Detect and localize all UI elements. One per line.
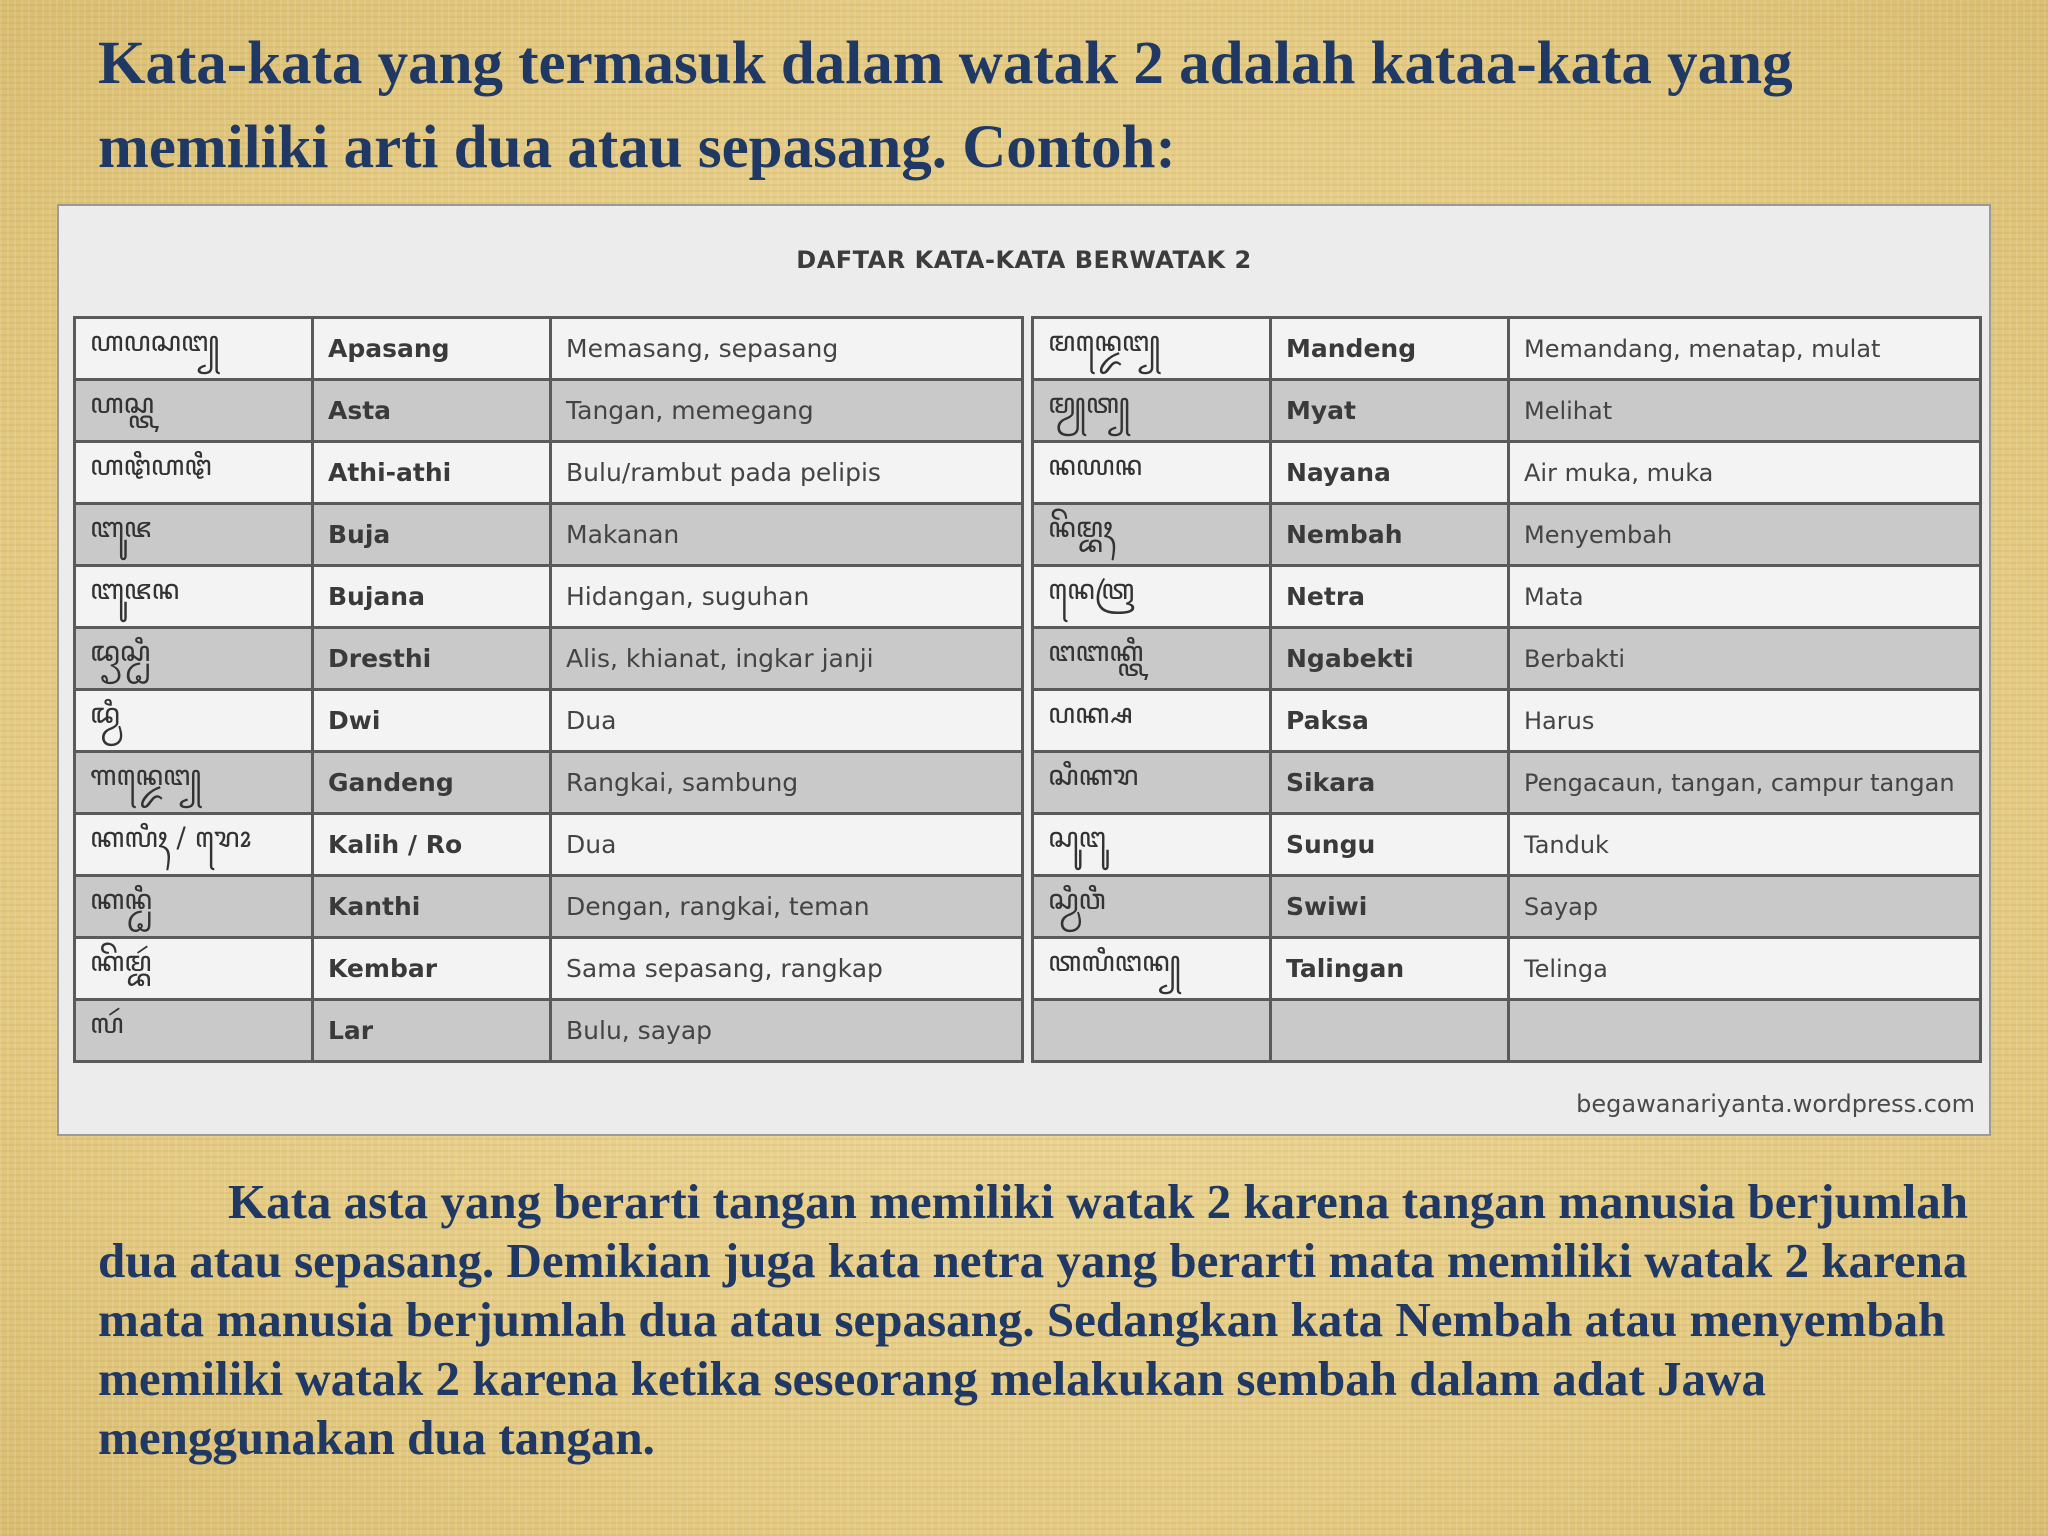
word-cell: Apasang (313, 318, 551, 380)
javanese-script-cell (1033, 1000, 1271, 1062)
word-cell: Athi-athi (313, 442, 551, 504)
table-row (75, 380, 1023, 442)
table-row (75, 938, 1023, 1000)
javanese-script-cell: ꦒꦤ꧀ꦢꦺꦔ꧀ (75, 752, 313, 814)
javanese-script-cell: ꦱꦸꦔꦸ (1033, 814, 1271, 876)
javanese-script-cell: ꦔꦧꦏ꧀ꦠꦶ (1033, 628, 1271, 690)
table-row (1033, 380, 1981, 442)
meaning-cell: Mata (1509, 566, 1981, 628)
word-cell: Paksa (1271, 690, 1509, 752)
javanese-script-cell: ꦏꦼꦩ꧀ꦧꦂ (75, 938, 313, 1000)
word-cell: Lar (313, 1000, 551, 1062)
javanese-script-cell: ꦥꦏ꧀ꦱ (1033, 690, 1271, 752)
word-cell: Talingan (1271, 938, 1509, 1000)
meaning-cell: Sayap (1509, 876, 1981, 938)
meaning-cell (1509, 1000, 1981, 1062)
word-cell: Gandeng (313, 752, 551, 814)
table-row (75, 876, 1023, 938)
javanese-script-cell: ꦩꦤ꧀ꦢꦺꦔ꧀ (1033, 318, 1271, 380)
word-cell: Netra (1271, 566, 1509, 628)
word-cell: Dresthi (313, 628, 551, 690)
table-row (75, 628, 1023, 690)
javanese-script-cell: ꦤꦼꦩ꧀ꦧꦃ (1033, 504, 1271, 566)
meaning-cell: Bulu/rambut pada pelipis (551, 442, 1023, 504)
meaning-cell: Melihat (1509, 380, 1981, 442)
table-row (75, 318, 1023, 380)
table-row (1033, 938, 1981, 1000)
table-row (1033, 566, 1981, 628)
meaning-cell: Menyembah (1509, 504, 1981, 566)
table-row (1033, 814, 1981, 876)
javanese-script-cell: ꦧꦸꦗ (75, 504, 313, 566)
explanation-paragraph: Kata asta yang berarti tangan memiliki watak 2 karena tangan manusia berjumlah dua atau sepasang. Demikian juga kata netra yang berarti mata memiliki watak 2 karena mata manusia berjumlah dua atau sepasang. Sedangkan kata Nembah atau menyembah memiliki watak 2 karena ketika seseorang melakukan sembah dalam adat Jawa menggunakan dua tangan. (98, 1174, 1969, 1465)
meaning-cell: Telinga (1509, 938, 1981, 1000)
table-row (1033, 876, 1981, 938)
table-source-credit: begawanariyanta.wordpress.com (1576, 1090, 1975, 1118)
word-cell: Mandeng (1271, 318, 1509, 380)
table-row (1033, 318, 1981, 380)
word-cell: Nembah (1271, 504, 1509, 566)
javanese-script-cell: ꦏꦤ꧀ꦛꦶ (75, 876, 313, 938)
table-row (1033, 752, 1981, 814)
meaning-cell: Dua (551, 690, 1023, 752)
table-row (75, 814, 1023, 876)
word-cell: Ngabekti (1271, 628, 1509, 690)
word-list-image (57, 204, 1991, 1136)
word-cell: Sikara (1271, 752, 1509, 814)
word-cell: Asta (313, 380, 551, 442)
word-cell: Bujana (313, 566, 551, 628)
javanese-script-cell: ꦩꦾꦠ꧀ (1033, 380, 1271, 442)
meaning-cell: Dengan, rangkai, teman (551, 876, 1023, 938)
table-row (1033, 504, 1981, 566)
word-cell: Swiwi (1271, 876, 1509, 938)
meaning-cell: Dua (551, 814, 1023, 876)
word-table-left (73, 316, 1024, 1063)
word-cell: Kanthi (313, 876, 551, 938)
meaning-cell: Tangan, memegang (551, 380, 1023, 442)
table-row (75, 690, 1023, 752)
table-row (75, 1000, 1023, 1062)
javanese-script-cell: ꦱꦶꦏꦫ (1033, 752, 1271, 814)
meaning-cell: Memasang, sepasang (551, 318, 1023, 380)
meaning-cell: Air muka, muka (1509, 442, 1981, 504)
table-row (75, 752, 1023, 814)
meaning-cell: Pengacaun, tangan, campur tangan (1509, 752, 1981, 814)
word-cell: Kalih / Ro (313, 814, 551, 876)
javanese-script-cell: ꦤꦪꦤ (1033, 442, 1271, 504)
slide-title: Kata-kata yang termasuk dalam watak 2 adalah kataa-kata yang memiliki arti dua atau sepasang. Contoh: (98, 30, 1793, 181)
meaning-cell: Makanan (551, 504, 1023, 566)
meaning-cell: Memandang, menatap, mulat (1509, 318, 1981, 380)
meaning-cell: Rangkai, sambung (551, 752, 1023, 814)
word-cell: Buja (313, 504, 551, 566)
word-cell (1271, 1000, 1509, 1062)
javanese-script-cell: ꦢꦽꦱ꧀ꦛꦶ (75, 628, 313, 690)
word-cell: Sungu (1271, 814, 1509, 876)
javanese-script-cell: ꦧꦸꦗꦤ (75, 566, 313, 628)
meaning-cell: Bulu, sayap (551, 1000, 1023, 1062)
javanese-script-cell: ꦲꦥꦱꦔ꧀ (75, 318, 313, 380)
table-row (1033, 690, 1981, 752)
meaning-cell: Sama sepasang, rangkap (551, 938, 1023, 1000)
table-row (1033, 442, 1981, 504)
meaning-cell: Hidangan, suguhan (551, 566, 1023, 628)
meaning-cell: Alis, khianat, ingkar janji (551, 628, 1023, 690)
word-cell: Dwi (313, 690, 551, 752)
meaning-cell: Tanduk (1509, 814, 1981, 876)
javanese-script-cell: ꦭꦂ (75, 1000, 313, 1062)
table-row (1033, 628, 1981, 690)
word-cell: Myat (1271, 380, 1509, 442)
javanese-script-cell: ꦠꦭꦶꦔꦤ꧀ (1033, 938, 1271, 1000)
javanese-script-cell: ꦢ꧀ꦮꦶ (75, 690, 313, 752)
word-cell: Kembar (313, 938, 551, 1000)
table-row (75, 442, 1023, 504)
table-heading: DAFTAR KATA-KATA BERWATAK 2 (796, 246, 1252, 274)
meaning-cell: Berbakti (1509, 628, 1981, 690)
javanese-script-cell: ꦱ꧀ꦮꦶꦮꦶ (1033, 876, 1271, 938)
word-cell: Nayana (1271, 442, 1509, 504)
word-table-right (1031, 316, 1982, 1063)
javanese-script-cell: ꦲꦛꦶꦲꦛꦶ (75, 442, 313, 504)
table-row (75, 504, 1023, 566)
javanese-script-cell: ꦲꦱ꧀ꦠ (75, 380, 313, 442)
table-row (75, 566, 1023, 628)
meaning-cell: Harus (1509, 690, 1981, 752)
javanese-script-cell: ꦤꦺꦠꦿ (1033, 566, 1271, 628)
table-row (1033, 1000, 1981, 1062)
javanese-script-cell: ꦏꦭꦶꦃ / ꦫꦺꦴ (75, 814, 313, 876)
